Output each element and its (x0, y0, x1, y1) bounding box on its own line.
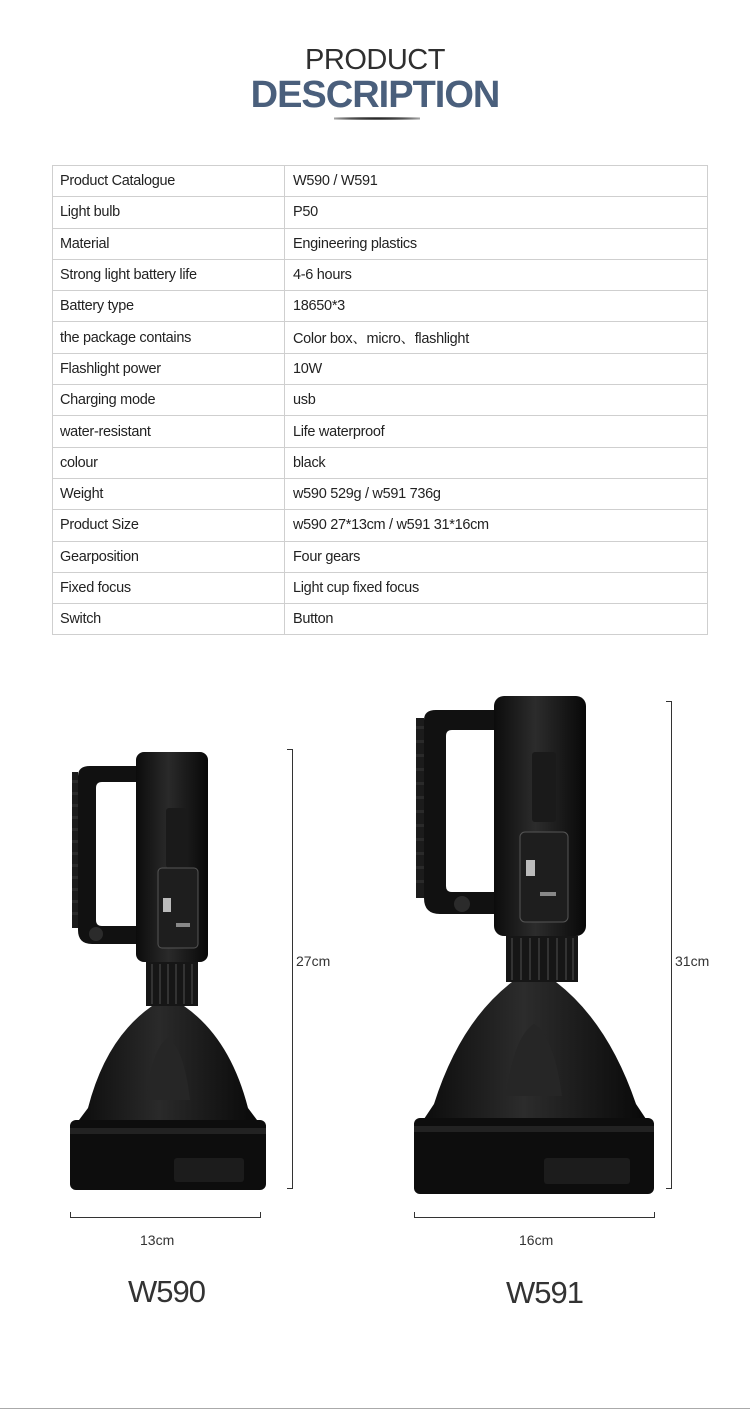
table-row (53, 541, 708, 572)
spec-value: w590 27*13cm / w591 31*16cm (285, 510, 708, 541)
table-row (53, 228, 708, 259)
spec-value: W590 / W591 (285, 166, 708, 197)
spec-label: Gearposition (53, 541, 285, 572)
title-divider (334, 117, 420, 120)
table-row (53, 197, 708, 228)
spec-value: Button (285, 604, 708, 635)
page-title (0, 44, 750, 114)
spec-label: Switch (53, 604, 285, 635)
spec-value: Life waterproof (285, 416, 708, 447)
spec-value: 18650*3 (285, 291, 708, 322)
table-row (53, 291, 708, 322)
spec-label: Material (53, 228, 285, 259)
w591-width: 16cm (519, 1232, 554, 1248)
width-dimension-line (414, 1212, 655, 1218)
height-dimension-line (287, 749, 293, 1189)
spec-value: usb (285, 385, 708, 416)
table-row (53, 322, 708, 353)
height-dimension-line (666, 701, 672, 1189)
spec-value: P50 (285, 197, 708, 228)
spec-label: Light bulb (53, 197, 285, 228)
spec-value: black (285, 447, 708, 478)
spec-value: w590 529g / w591 736g (285, 478, 708, 509)
w590-height: 27cm (296, 953, 331, 969)
table-row (53, 166, 708, 197)
table-row (53, 604, 708, 635)
spec-label: Strong light battery life (53, 259, 285, 290)
spec-label: Flashlight power (53, 353, 285, 384)
bottom-divider (0, 1408, 750, 1409)
w591-model-label: W591 (506, 1275, 583, 1310)
spec-value: Engineering plastics (285, 228, 708, 259)
table-row (53, 385, 708, 416)
table-row (53, 510, 708, 541)
title-main: DESCRIPTION (250, 74, 500, 116)
spec-label: Product Size (53, 510, 285, 541)
table-row (53, 572, 708, 603)
spec-label: Product Catalogue (53, 166, 285, 197)
spec-label: Battery type (53, 291, 285, 322)
spec-table (52, 165, 708, 635)
spec-label: Charging mode (53, 385, 285, 416)
spec-label: water-resistant (53, 416, 285, 447)
w591-height: 31cm (675, 953, 710, 969)
table-row (53, 259, 708, 290)
w591-flashlight-image (408, 692, 660, 1202)
spec-label: the package contains (53, 322, 285, 353)
spec-label: colour (53, 447, 285, 478)
spec-value: 10W (285, 353, 708, 384)
spec-value: Four gears (285, 541, 708, 572)
w590-model-label: W590 (128, 1274, 205, 1309)
table-row (53, 447, 708, 478)
title-top: PRODUCT (305, 44, 445, 76)
spec-label: Fixed focus (53, 572, 285, 603)
table-row (53, 353, 708, 384)
spec-value: 4-6 hours (285, 259, 708, 290)
spec-value: Color box、micro、flashlight (285, 322, 708, 353)
w590-width: 13cm (140, 1232, 175, 1248)
w590-flashlight-image (66, 748, 271, 1198)
spec-label: Weight (53, 478, 285, 509)
width-dimension-line (70, 1212, 261, 1218)
spec-value: Light cup fixed focus (285, 572, 708, 603)
table-row (53, 478, 708, 509)
table-row (53, 416, 708, 447)
